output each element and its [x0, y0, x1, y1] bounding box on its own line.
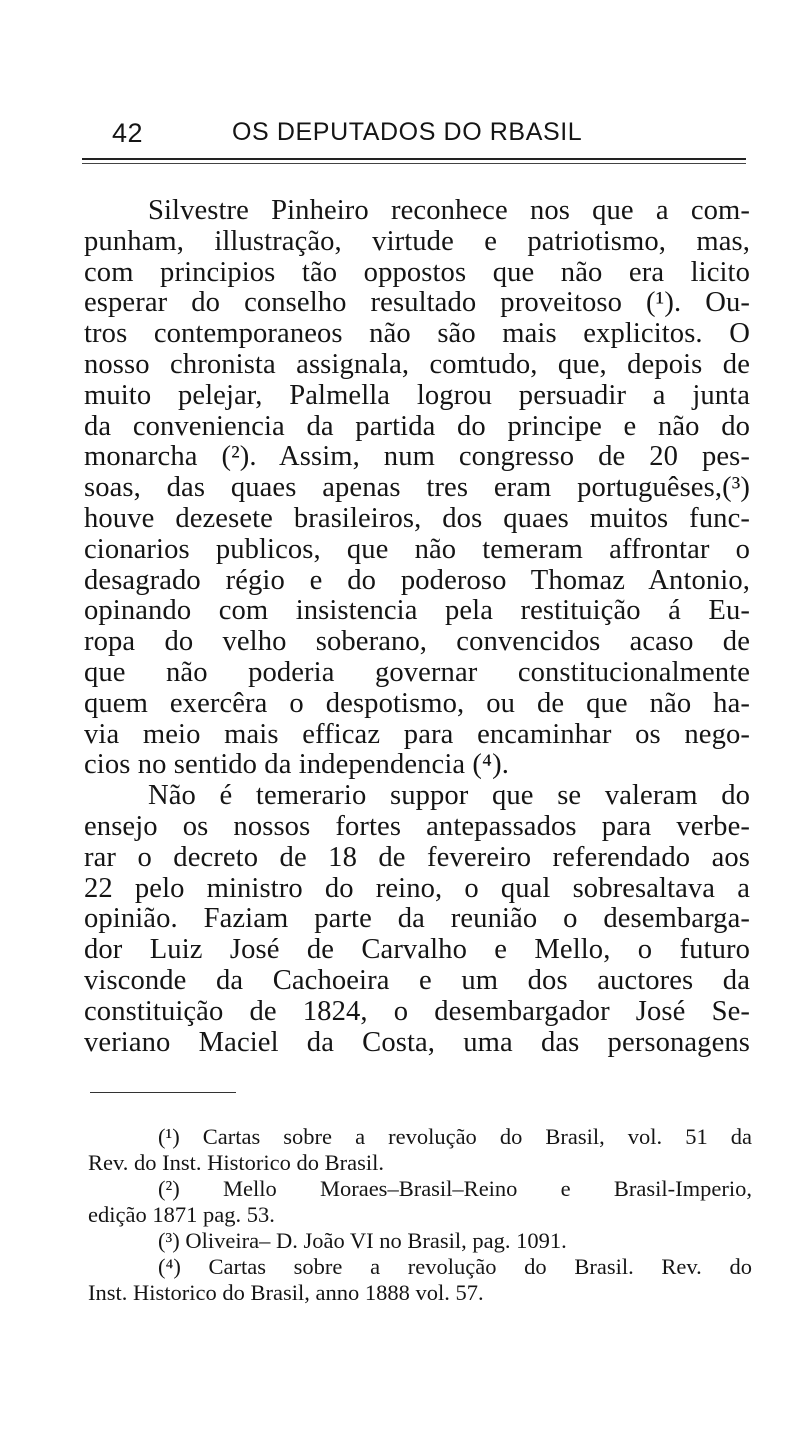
- footnote-line: (¹) Cartas sobre a revolução do Brasil, vol. 51 da: [158, 1124, 752, 1149]
- page-number: 42: [112, 118, 144, 148]
- footnote-rule: [90, 1092, 236, 1093]
- text-line: monarcha (²). Assim, num congresso de 20 pes-: [84, 441, 750, 473]
- footnote-line: edição 1871 pag. 53.: [88, 1202, 275, 1227]
- text-line: ensejo os nossos fortes antepassados para verbe-: [84, 810, 750, 842]
- body-text: [84, 196, 750, 1058]
- text-line: dor Luiz José de Carvalho e Mello, o futuro: [84, 934, 750, 966]
- text-line: opinião. Faziam parte da reunião o desembarga-: [84, 903, 750, 935]
- text-line: Silvestre Pinheiro reconhece nos que a com-: [148, 195, 750, 226]
- text-line: quem exercêra o despotismo, ou de que não ha-: [84, 687, 750, 719]
- text-line: muito pelejar, Palmella logrou persuadir a junta: [84, 379, 750, 411]
- text-line: ropa do velho soberano, convencidos acaso de: [84, 626, 750, 658]
- footnote-line: (³) Oliveira– D. João VI no Brasil, pag. 1091.: [158, 1228, 567, 1253]
- text-line: 22 pelo ministro do reino, o qual sobresaltava a: [84, 872, 750, 904]
- footnote-line: (²) Mello Moraes–Brasil–Reino e Brasil-Imperio,: [158, 1176, 752, 1201]
- text-line: veriano Maciel da Costa, uma das personagens: [84, 1026, 750, 1058]
- text-line: soas, das quaes apenas tres eram portuguêses,(³): [84, 472, 750, 504]
- text-line: rar o decreto de 18 de fevereiro referendado aos: [84, 841, 750, 873]
- text-line: nosso chronista assignala, comtudo, que, depois de: [84, 348, 750, 380]
- text-line: da conveniencia da partida do principe e não do: [84, 410, 750, 442]
- text-line: esperar do conselho resultado proveitoso (¹). Ou-: [84, 287, 750, 319]
- text-line: houve dezesete brasileiros, dos quaes muitos func-: [84, 502, 750, 534]
- text-line: que não poderia governar constitucionalmente: [84, 656, 750, 688]
- running-header: [82, 118, 752, 158]
- footnote-line: Rev. do Inst. Historico do Brasil.: [88, 1150, 385, 1175]
- footnote-line: Inst. Historico do Brasil, anno 1888 vol. 57.: [88, 1280, 484, 1305]
- text-line: cios no sentido da independencia (⁴).: [84, 749, 509, 781]
- text-line: visconde da Cachoeira e um dos auctores da: [84, 964, 750, 996]
- text-line: com principios tão oppostos que não era licito: [84, 256, 750, 288]
- running-title: OS DEPUTADOS DO RBASIL: [232, 118, 583, 146]
- text-line: desagrado régio e do poderoso Thomaz Antonio,: [84, 564, 750, 596]
- header-rule-secondary: [82, 163, 746, 164]
- text-line: tros contemporaneos não são mais explicitos. O: [84, 318, 750, 350]
- text-line: via meio mais efficaz para encaminhar os nego-: [84, 718, 750, 750]
- footnote-line: (⁴) Cartas sobre a revolução do Brasil. Rev. do: [158, 1254, 752, 1279]
- text-line: punham, illustração, virtude e patriotismo, mas,: [84, 225, 750, 257]
- text-line: cionarios publicos, que não temeram affrontar o: [84, 533, 750, 565]
- text-line: Não é temerario suppor que se valeram do: [148, 780, 750, 812]
- header-rule: [82, 158, 746, 160]
- text-line: opinando com insistencia pela restituição á Eu-: [84, 595, 750, 627]
- text-line: constituição de 1824, o desembargador José Se-: [84, 995, 750, 1027]
- footnotes: [88, 1124, 752, 1306]
